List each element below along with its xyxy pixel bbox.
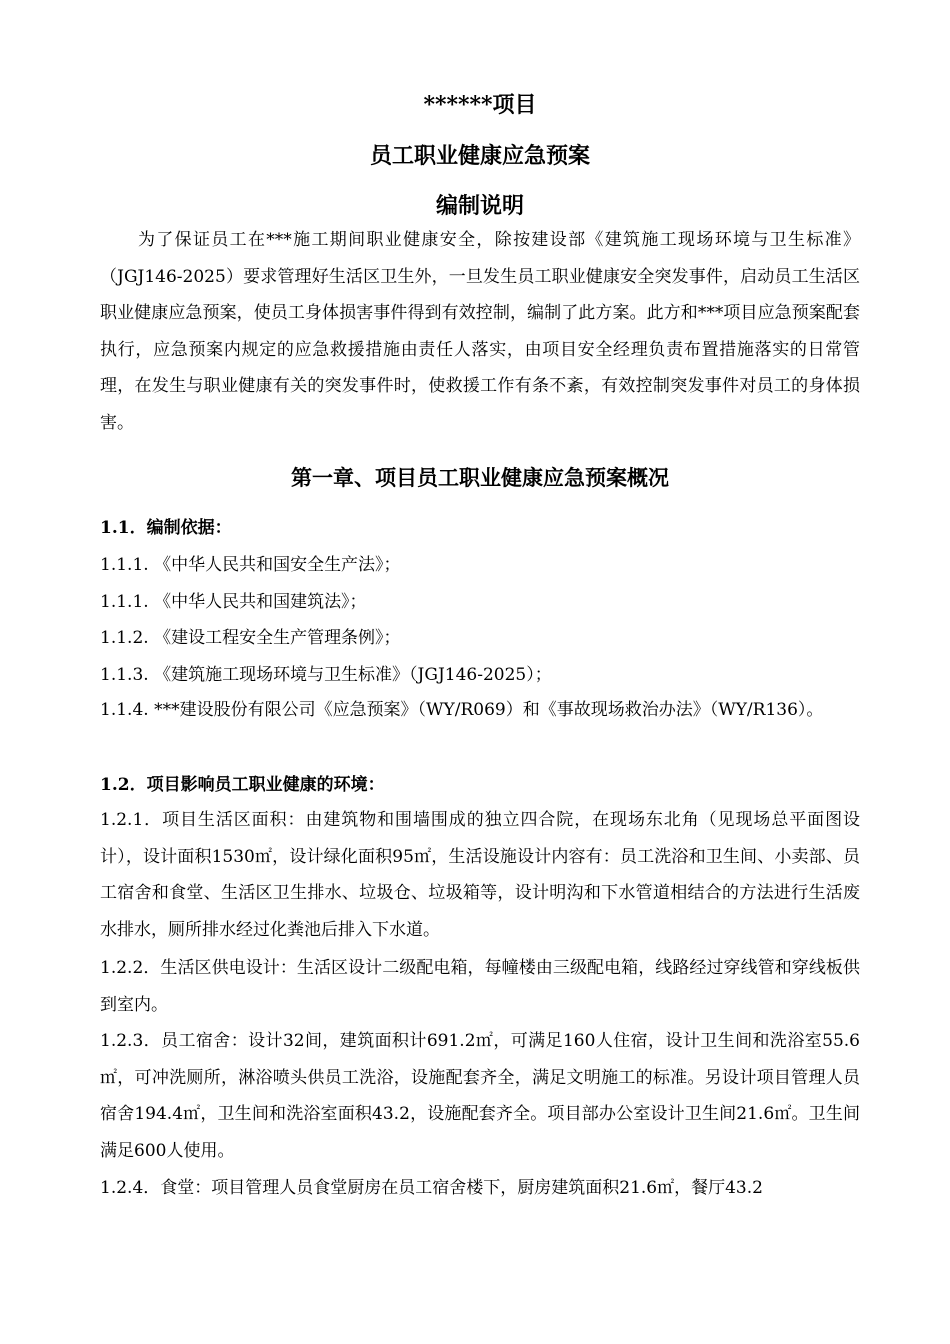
list-item: 1.2.3．员工宿舍：设计32间，建筑面积计691.2㎡，可满足160人住宿，设计卫生间和洗浴室55.6㎡，可冲洗厕所，淋浴喷头供员工洗浴，设施配套齐全，满足文明施工的标准。另设计项目管理人员宿舍194.4㎡，卫生间和洗浴室面积43.2，设施配套齐全。项目部办公室设计卫生间21.6㎡。卫生间满足600人使用。 (100, 1031, 860, 1161)
doc-title-main: 员工职业健康应急预案 (369, 143, 590, 169)
list-item: 1.2.1．项目生活区面积：由建筑物和围墙围成的独立四合院，在现场东北角（见现场总平面图设计），设计面积1530㎡，设计绿化面积95㎡，生活设施设计内容有：员工洗浴和卫生间、小卖部、员工宿舍和食堂、生活区卫生排水、垃圾仓、垃圾箱等，设计明沟和下水管道相结合的方法进行生活废水排水，厕所排水经过化粪池后排入下水道。 (100, 810, 860, 940)
intro-paragraph: 为了保证员工在***施工期间职业健康安全，除按建设部《建筑施工现场环境与卫生标准》（JGJ146-2025）要求管理好生活区卫生外，一旦发生员工职业健康安全突发事件，启动员工生活区职业健康应急预案，使员工身体损害事件得到有效控制，编制了此方案。此方和***项目应急预案配套执行，应急预案内规定的应急救援措施由责任人落实，由项目安全经理负责布置措施落实的日常管理，在发生与职业健康有关的突发事件时，使救援工作有条不紊，有效控制突发事件对员工的身体损害。 (100, 230, 860, 433)
list-item: 1.1.2. 《建设工程安全生产管理条例》； (100, 628, 401, 648)
list-item: 1.2.4．食堂：项目管理人员食堂厨房在员工宿舍楼下，厨房建筑面积21.6㎡，餐厅43.2 (100, 1178, 763, 1198)
section-heading-1-1: 1.1．编制依据： (100, 518, 232, 538)
list-item: 1.1.1. 《中华人民共和国建筑法》； (100, 592, 367, 612)
doc-title-project: ******项目 (423, 92, 537, 118)
list-item: 1.1.4. ***建设股份有限公司《应急预案》（WY/R069）和《事故现场救治办法》（WY/R136）。 (100, 700, 824, 720)
list-item: 1.1.3. 《建筑施工现场环境与卫生标准》（JGJ146-2025）； (100, 665, 552, 685)
chapter-title: 第一章、项目员工职业健康应急预案概况 (291, 465, 669, 490)
list-item: 1.2.2．生活区供电设计：生活区设计二级配电箱，每幢楼由三级配电箱，线路经过穿线管和穿线板供到室内。 (100, 958, 860, 1015)
list-item: 1.1.1. 《中华人民共和国安全生产法》； (100, 555, 401, 575)
section-heading-1-2: 1.2．项目影响员工职业健康的环境： (100, 775, 385, 795)
doc-title-section: 编制说明 (435, 193, 524, 219)
